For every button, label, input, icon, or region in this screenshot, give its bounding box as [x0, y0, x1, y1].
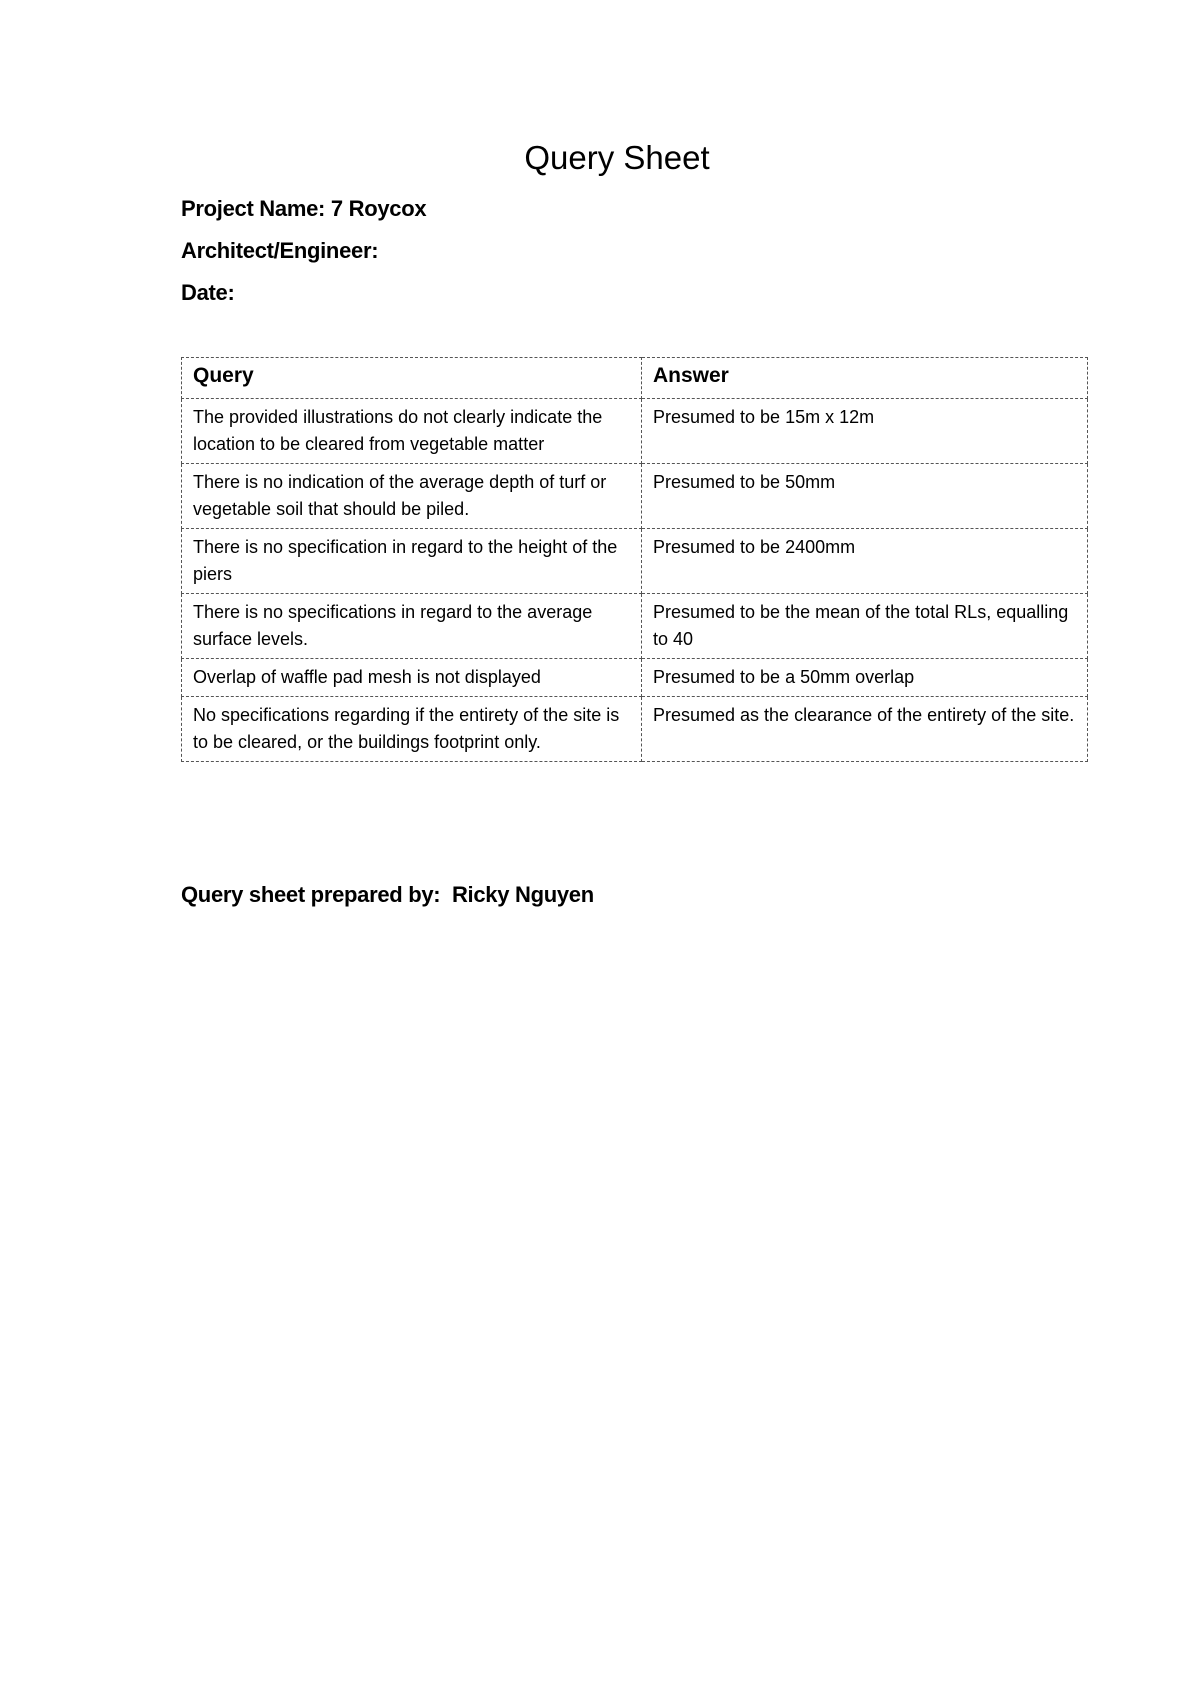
project-name-line: Project Name: 7 Roycox	[181, 196, 427, 221]
date-line: Date:	[181, 280, 235, 305]
architect-engineer-line: Architect/Engineer:	[181, 238, 379, 263]
answer-cell: Presumed to be 15m x 12m	[642, 399, 1088, 464]
table-row	[182, 399, 1088, 464]
query-cell: There is no specifications in regard to the average surface levels.	[182, 594, 642, 659]
prepared-by-line: Query sheet prepared by: Ricky Nguyen	[181, 882, 594, 907]
page-title: Query Sheet	[524, 139, 710, 176]
answer-cell: Presumed as the clearance of the entirety of the site.	[642, 697, 1088, 762]
query-cell: There is no specification in regard to the height of the piers	[182, 529, 642, 594]
answer-column-header: Answer	[642, 358, 1088, 399]
query-column-header: Query	[182, 358, 642, 399]
answer-cell: Presumed to be 2400mm	[642, 529, 1088, 594]
table-header-row	[182, 358, 1088, 399]
query-cell: No specifications regarding if the entirety of the site is to be cleared, or the buildings footprint only.	[182, 697, 642, 762]
answer-cell: Presumed to be a 50mm overlap	[642, 659, 1088, 697]
answer-cell: Presumed to be the mean of the total RLs, equalling to 40	[642, 594, 1088, 659]
table-row	[182, 697, 1088, 762]
query-table	[181, 357, 1088, 762]
table-row	[182, 529, 1088, 594]
query-cell: The provided illustrations do not clearly indicate the location to be cleared from vegetable matter	[182, 399, 642, 464]
table-row	[182, 659, 1088, 697]
answer-cell: Presumed to be 50mm	[642, 464, 1088, 529]
table-row	[182, 594, 1088, 659]
query-cell: There is no indication of the average depth of turf or vegetable soil that should be piled.	[182, 464, 642, 529]
query-cell: Overlap of waffle pad mesh is not displayed	[182, 659, 642, 697]
table-row	[182, 464, 1088, 529]
